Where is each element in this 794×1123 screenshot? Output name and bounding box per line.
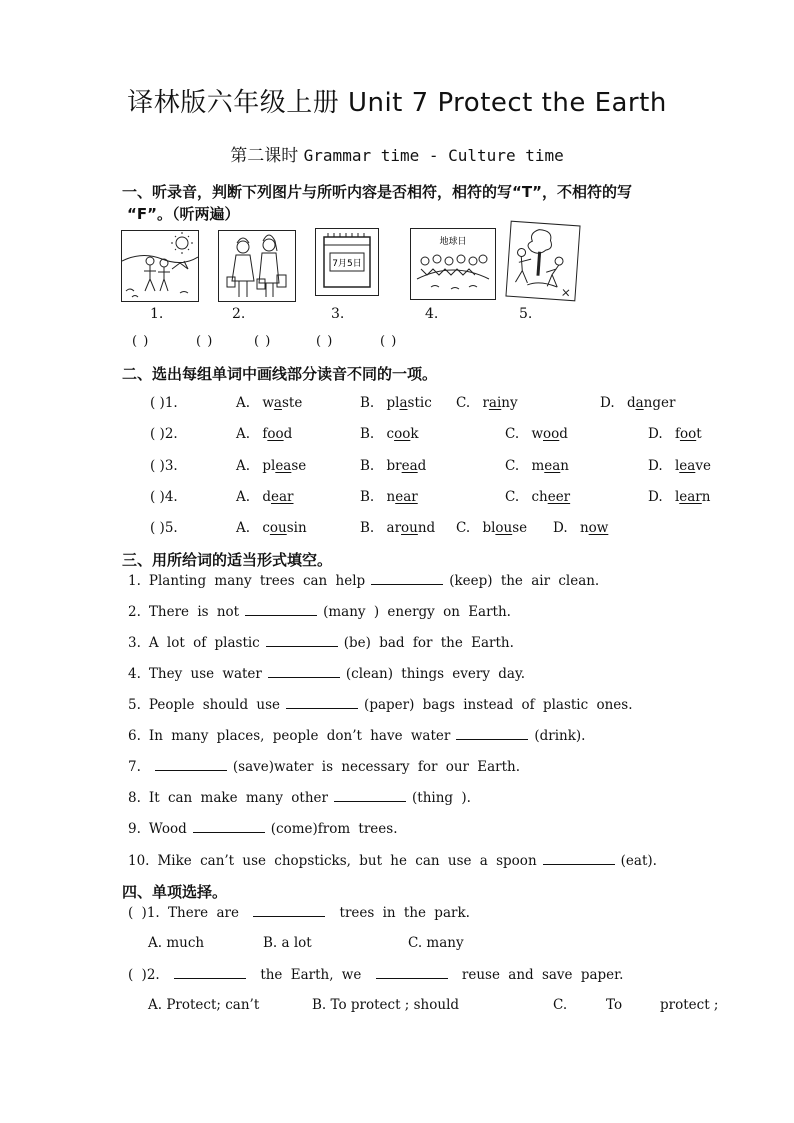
option-word: [482, 520, 527, 536]
fill-question-9: [128, 820, 398, 837]
phonics-q1-option-c[interactable]: [456, 395, 518, 411]
answer-blank-5[interactable]: ( ): [380, 334, 398, 349]
phonics-question-2-number[interactable]: ( )2.: [150, 426, 178, 442]
children-walking-outdoors-icon: [122, 231, 198, 301]
fill-question-6: [128, 727, 585, 744]
option-word: [387, 458, 427, 474]
picture-number-5: 5.: [519, 306, 533, 322]
question-text-after: (paper) bags instead of plastic ones.: [364, 697, 633, 713]
option-word: [627, 395, 676, 411]
mc-question-2-blank-2[interactable]: [376, 966, 448, 979]
underlined-letters: eer: [547, 489, 571, 505]
question-text-before: It can make many other: [148, 790, 328, 806]
mc-q2-option-a[interactable]: A. Protect; can’t: [148, 997, 260, 1013]
option-label: D.: [553, 520, 568, 536]
option-word: [675, 458, 711, 474]
option-label: C.: [456, 520, 471, 536]
people-planting-tree-icon: [507, 222, 580, 301]
option-label: C.: [456, 395, 471, 411]
phonics-question-4-number[interactable]: ( )4.: [150, 489, 178, 505]
underlined-letters: a: [399, 395, 408, 411]
option-word: [262, 489, 293, 505]
mc-q2-option-c-word1: To: [606, 997, 623, 1013]
question-text-before: They use water: [148, 666, 262, 682]
word-suffix: d: [283, 426, 293, 442]
underlined-letters: a: [273, 395, 282, 411]
word-suffix: stic: [407, 395, 432, 411]
word-prefix: f: [262, 426, 268, 442]
word-suffix: k: [410, 426, 419, 442]
mc-q1-option-c[interactable]: C. many: [408, 935, 464, 951]
option-label: D.: [648, 458, 663, 474]
question-text-before: In many places, people don’t have water: [148, 728, 451, 744]
option-label: D.: [600, 395, 615, 411]
phonics-q3-option-a[interactable]: [236, 458, 306, 474]
picture-4: [410, 228, 496, 300]
fill-question-7: [128, 758, 520, 775]
mc-question-2-blank-1[interactable]: [174, 966, 246, 979]
phonics-q2-option-a[interactable]: [236, 426, 292, 442]
option-word: [580, 520, 608, 536]
page-title: 译林版六年级上册 Unit 7 Protect the Earth: [127, 88, 667, 118]
earth-day-crowd-icon: [411, 229, 495, 299]
question-text-after: (clean) things every day.: [345, 666, 526, 682]
section3-heading: 三、用所给词的适当形式填空。: [122, 551, 333, 569]
picture-3: [315, 228, 379, 296]
answer-blank[interactable]: [193, 820, 265, 833]
option-label: D.: [648, 489, 663, 505]
phonics-q3-option-c[interactable]: [505, 458, 569, 474]
phonics-q5-option-a[interactable]: [236, 520, 307, 536]
answer-blank[interactable]: [543, 852, 615, 865]
option-word: [262, 458, 306, 474]
word-prefix: n: [386, 489, 396, 505]
word-suffix: ve: [695, 458, 711, 474]
question-text-before: Planting many trees can help: [148, 573, 366, 589]
mc-question-2-middle: the Earth, we: [260, 967, 362, 983]
option-label: B.: [360, 426, 375, 442]
word-prefix: w: [262, 395, 274, 411]
word-prefix: br: [386, 458, 402, 474]
phonics-q5-option-b[interactable]: [360, 520, 435, 536]
mc-question-2-after: reuse and save paper.: [461, 967, 624, 983]
question-number: 3.: [128, 635, 141, 651]
word-prefix: ch: [531, 489, 548, 505]
option-word: [531, 426, 567, 442]
section2-heading: 二、选出每组单词中画线部分读音不同的一项。: [122, 365, 438, 383]
word-prefix: pl: [262, 458, 276, 474]
section1-heading-line1: 一、听录音，判断下列图片与所听内容是否相符，相符的写“T”，不相符的写: [122, 183, 632, 201]
mc-question-1-before: There are: [168, 905, 239, 921]
option-label: B.: [360, 458, 375, 474]
option-word: [675, 489, 711, 505]
answer-blank[interactable]: [155, 758, 227, 771]
word-suffix: sin: [286, 520, 307, 536]
word-suffix: se: [291, 458, 307, 474]
word-suffix: ste: [281, 395, 303, 411]
mc-question-1-blank[interactable]: [253, 904, 325, 917]
fill-question-5: [128, 696, 633, 713]
underlined-letters: a: [635, 395, 644, 411]
word-prefix: r: [482, 395, 489, 411]
question-text-before: There is not: [148, 604, 240, 620]
word-prefix: l: [674, 458, 680, 474]
option-label: B.: [360, 520, 375, 536]
word-suffix: n: [560, 458, 569, 474]
underlined-letters: oo: [543, 426, 560, 442]
mc-question-2-number[interactable]: ( )2.: [128, 967, 160, 983]
option-label: A.: [236, 395, 251, 411]
phonics-q4-option-a[interactable]: [236, 489, 294, 505]
page-subtitle: [0, 141, 794, 166]
phonics-q4-option-b[interactable]: [360, 489, 418, 505]
section1-heading-line2: “F”。（听两遍）: [127, 205, 240, 223]
picture-number-3: 3.: [331, 306, 345, 322]
underlined-letters: ow: [588, 520, 609, 536]
question-text-after: (keep) the air clean.: [449, 573, 600, 589]
answer-blank-1[interactable]: ( ): [132, 334, 150, 349]
question-number: 2.: [128, 604, 141, 620]
word-prefix: c: [262, 520, 270, 536]
option-word: [531, 489, 570, 505]
fill-question-4: [128, 665, 525, 682]
word-suffix: se: [512, 520, 528, 536]
word-suffix: ny: [501, 395, 518, 411]
option-label: A.: [236, 458, 251, 474]
phonics-question-5-number[interactable]: ( )5.: [150, 520, 178, 536]
word-prefix: w: [531, 426, 543, 442]
phonics-q3-option-d[interactable]: [648, 458, 711, 474]
mc-q1-option-a[interactable]: A. much: [148, 935, 205, 951]
mc-q2-option-c[interactable]: C.: [553, 997, 568, 1013]
earth-day-label: 地球日: [439, 237, 467, 247]
picture-2: [218, 230, 296, 302]
phonics-q2-option-c[interactable]: [505, 426, 568, 442]
fill-question-8: [128, 789, 471, 806]
calendar-date: 7月5日: [332, 259, 362, 269]
mc-question-2: [128, 966, 623, 983]
answer-blank[interactable]: [456, 727, 528, 740]
option-word: [531, 458, 569, 474]
underlined-letters: ear: [395, 489, 418, 505]
option-word: [262, 395, 302, 411]
option-word: [262, 426, 292, 442]
word-prefix: m: [531, 458, 545, 474]
phonics-q4-option-d[interactable]: [648, 489, 710, 505]
two-women-with-bags-icon: [219, 231, 295, 301]
question-text-after: (be) bad for the Earth.: [343, 635, 514, 651]
word-suffix: n: [701, 489, 711, 505]
underlined-letters: oo: [267, 426, 284, 442]
mc-question-1: [128, 904, 470, 921]
underlined-letters: ou: [495, 520, 513, 536]
subtitle-topic: Grammar time - Culture time: [303, 146, 564, 165]
underlined-letters: ear: [271, 489, 294, 505]
question-text-after: (thing ).: [412, 790, 471, 806]
answer-blank-2[interactable]: ( ): [196, 334, 214, 349]
question-number: 4.: [128, 666, 141, 682]
option-label: D.: [648, 426, 663, 442]
option-label: B.: [360, 489, 375, 505]
option-label: C.: [505, 489, 520, 505]
answer-blank[interactable]: [266, 634, 338, 647]
question-number: 6.: [128, 728, 141, 744]
phonics-q1-option-b[interactable]: [360, 395, 432, 411]
phonics-q3-option-b[interactable]: [360, 458, 426, 474]
underlined-letters: ai: [488, 395, 502, 411]
option-label: A.: [236, 426, 251, 442]
question-text-after: (many ) energy on Earth.: [323, 604, 511, 620]
word-prefix: d: [262, 489, 271, 505]
answer-blank[interactable]: [334, 789, 406, 802]
section4-heading: 四、单项选择。: [122, 883, 228, 901]
underlined-letters: ea: [679, 458, 696, 474]
question-text-after: (eat).: [620, 853, 657, 869]
picture-number-2: 2.: [232, 306, 246, 322]
underlined-letters: ea: [275, 458, 292, 474]
option-word: [482, 395, 517, 411]
option-word: [387, 395, 432, 411]
question-text-before: A lot of plastic: [148, 635, 260, 651]
picture-number-1: 1.: [150, 306, 164, 322]
option-label: A.: [236, 520, 251, 536]
fill-question-2: [128, 603, 511, 620]
question-number: 5.: [128, 697, 141, 713]
question-number: 9.: [128, 821, 141, 837]
word-suffix: d: [417, 458, 427, 474]
question-number: 8.: [128, 790, 141, 806]
phonics-q4-option-c[interactable]: [505, 489, 570, 505]
word-prefix: d: [626, 395, 636, 411]
answer-blank-4[interactable]: ( ): [316, 334, 334, 349]
mc-q2-option-b[interactable]: B. To protect ; should: [312, 997, 460, 1013]
answer-blank[interactable]: [371, 572, 443, 585]
option-label: C.: [505, 458, 520, 474]
answer-blank[interactable]: [245, 603, 317, 616]
word-suffix: nd: [417, 520, 436, 536]
underlined-letters: ear: [679, 489, 702, 505]
fill-question-1: [128, 572, 599, 589]
question-text-before: People should use: [148, 697, 281, 713]
underlined-letters: ea: [401, 458, 418, 474]
option-label: A.: [236, 489, 251, 505]
underlined-letters: ea: [544, 458, 561, 474]
mc-q2-option-c-word2: protect ;: [660, 997, 719, 1013]
mc-question-1-number[interactable]: ( )1.: [128, 905, 160, 921]
picture-5: [505, 221, 580, 302]
underlined-letters: oo: [394, 426, 411, 442]
subtitle-lesson: 第二课时: [230, 146, 299, 166]
word-suffix: t: [696, 426, 702, 442]
word-suffix: d: [559, 426, 568, 442]
question-text-before: Wood: [148, 821, 187, 837]
question-text-after: (save)water is necessary for our Earth.: [232, 759, 521, 775]
question-text-after: (drink).: [534, 728, 586, 744]
underlined-letters: ou: [401, 520, 418, 536]
picture-number-4: 4.: [425, 306, 439, 322]
mc-q1-option-b[interactable]: B. a lot: [263, 935, 312, 951]
word-prefix: c: [386, 426, 395, 442]
option-label: C.: [505, 426, 520, 442]
phonics-q2-option-b[interactable]: [360, 426, 419, 442]
question-text-after: (come)from trees.: [270, 821, 398, 837]
underlined-letters: oo: [679, 426, 697, 442]
question-text-before: Mike can’t use chopsticks, but he can use a spoon: [157, 853, 537, 869]
question-number: 1.: [128, 573, 141, 589]
calendar-icon: [316, 229, 378, 295]
answer-blank-3[interactable]: ( ): [254, 334, 272, 349]
option-word: [387, 426, 419, 442]
fill-question-3: [128, 634, 514, 651]
question-number: 10.: [128, 853, 150, 869]
word-prefix: pl: [386, 395, 400, 411]
phonics-q5-option-d[interactable]: [553, 520, 608, 536]
option-label: B.: [360, 395, 375, 411]
word-suffix: nger: [643, 395, 676, 411]
word-prefix: f: [674, 426, 680, 442]
option-word: [387, 520, 436, 536]
word-prefix: bl: [482, 520, 496, 536]
option-word: [262, 520, 306, 536]
fill-question-10: [128, 852, 657, 869]
phonics-question-1-number[interactable]: ( )1.: [150, 395, 178, 411]
phonics-q1-option-a[interactable]: [236, 395, 302, 411]
phonics-q1-option-d[interactable]: [600, 395, 675, 411]
mc-question-1-after: trees in the park.: [339, 905, 470, 921]
word-prefix: n: [579, 520, 589, 536]
option-word: [675, 426, 702, 442]
answer-blank[interactable]: [286, 696, 358, 709]
question-number: 7.: [128, 759, 141, 775]
option-word: [387, 489, 418, 505]
word-prefix: ar: [386, 520, 402, 536]
answer-blank[interactable]: [268, 665, 340, 678]
phonics-q5-option-c[interactable]: [456, 520, 527, 536]
phonics-q2-option-d[interactable]: [648, 426, 702, 442]
underlined-letters: ou: [269, 520, 287, 536]
picture-1: [121, 230, 199, 302]
phonics-question-3-number[interactable]: ( )3.: [150, 458, 178, 474]
word-prefix: l: [674, 489, 680, 505]
